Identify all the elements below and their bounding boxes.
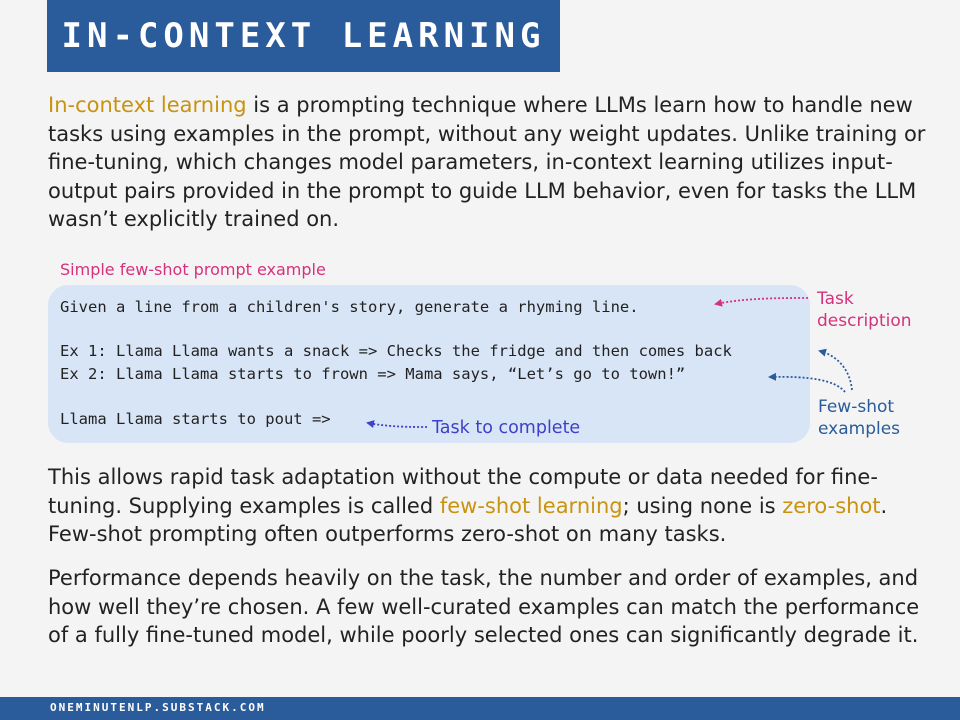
few-shot-paragraph xyxy=(48,463,928,549)
arrow-few-shot-1 xyxy=(820,351,852,390)
code-line-query: Llama Llama starts to pout => xyxy=(60,410,331,428)
annotation-task-line2: description xyxy=(817,311,912,331)
annotation-task-to-complete: Task to complete xyxy=(432,418,581,438)
intro-paragraph xyxy=(48,91,928,234)
annotation-fewshot-line2: examples xyxy=(818,419,901,439)
performance-paragraph: Performance depends heavily on the task, the number and order of examples, and how well they’re chosen. A few well-curated examples can match the performance of a fully fine-tuned model, while poorly selected ones can significantly degrade it. xyxy=(48,566,920,647)
para2-text-c: . Few-shot prompting often outperforms zero-shot on many tasks. xyxy=(48,493,888,546)
code-line-instruction: Given a line from a children's story, generate a rhyming line. xyxy=(60,298,639,316)
footer-bar xyxy=(0,697,960,720)
intro-text: is a prompting technique where LLMs learn how to handle new tasks using examples in the prompt, without any weight updates. Unlike training or fine-tuning, which changes model parameters, in-context learning utilizes input-output pairs provided in the prompt to guide LLM behavior, even for tasks the LLM wasn’t explicitly trained on. xyxy=(48,93,926,231)
para2-text-b: ; using none is xyxy=(622,493,783,518)
code-line-example-2: Ex 2: Llama Llama starts to frown => Mama says, “Let’s go to town!” xyxy=(60,365,686,383)
term-zero-shot: zero-shot xyxy=(782,493,881,518)
annotation-task-description xyxy=(817,288,912,332)
term-few-shot-learning: few-shot learning xyxy=(439,493,623,518)
annotation-fewshot-line1: Few-shot xyxy=(818,397,895,417)
para2-text-a: This allows rapid task adaptation without the compute or data needed for fine-tuning. Supplying examples is called xyxy=(48,465,878,518)
footer-url[interactable]: ONEMINUTENLP.SUBSTACK.COM xyxy=(50,701,266,714)
code-line-example-1: Ex 1: Llama Llama wants a snack => Checks the fridge and then comes back xyxy=(60,342,732,360)
annotation-task-line1: Task xyxy=(817,289,854,309)
term-in-context-learning: In-context learning xyxy=(48,93,247,117)
example-label: Simple few-shot prompt example xyxy=(60,260,326,279)
annotation-few-shot xyxy=(818,396,900,440)
page-title: IN-CONTEXT LEARNING xyxy=(61,16,546,56)
title-banner xyxy=(47,0,560,72)
